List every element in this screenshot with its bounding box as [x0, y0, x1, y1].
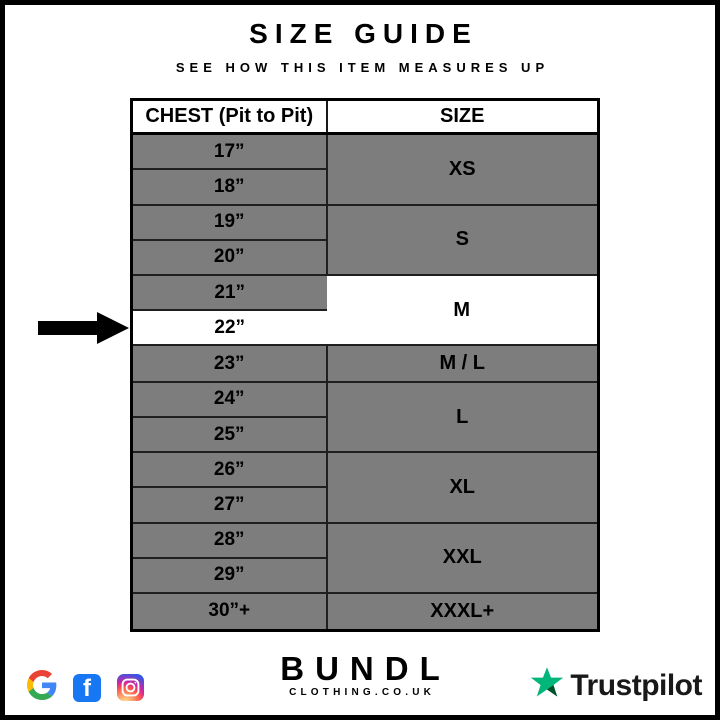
table-header-row — [132, 100, 599, 134]
measurement-cell-23: 23” — [132, 345, 327, 382]
measurement-cell-26: 26” — [132, 452, 327, 487]
measurement-cell-29: 29” — [132, 558, 327, 593]
column-header-chest: CHEST (Pit to Pit) — [132, 100, 327, 134]
measurement-cell-25: 25” — [132, 417, 327, 452]
measurement-cell-19: 19” — [132, 205, 327, 240]
measurement-cell-22-highlighted: 22” — [132, 310, 327, 345]
size-cell-xs: XS — [327, 134, 599, 205]
table-row — [132, 205, 599, 240]
size-cell-xxxl: XXXL+ — [327, 593, 599, 631]
column-header-size: SIZE — [327, 100, 599, 134]
table-row — [132, 345, 599, 382]
measurement-cell-20: 20” — [132, 240, 327, 275]
size-cell-xl: XL — [327, 452, 599, 522]
table-row — [132, 134, 599, 170]
measurement-cell-18: 18” — [132, 169, 327, 204]
brand-domain: CLOTHING.CO.UK — [289, 687, 436, 698]
table-row — [132, 523, 599, 558]
page-title: SIZE GUIDE — [249, 18, 478, 49]
size-guide-table — [130, 98, 600, 632]
measurement-cell-27: 27” — [132, 487, 327, 522]
brand-name: BUNDL — [280, 650, 451, 687]
size-cell-l: L — [327, 382, 599, 452]
measurement-cell-28: 28” — [132, 523, 327, 558]
measurement-cell-17: 17” — [132, 134, 327, 170]
table-row — [132, 452, 599, 487]
trustpilot-label: Trustpilot — [570, 668, 702, 702]
facebook-icon: f — [73, 674, 101, 702]
table-row — [132, 593, 599, 631]
table-row — [132, 275, 599, 310]
trustpilot-logo — [529, 665, 702, 706]
trustpilot-star-icon — [529, 665, 565, 706]
size-cell-xxl: XXL — [327, 523, 599, 593]
page-subtitle: SEE HOW THIS ITEM MEASURES UP — [175, 60, 550, 75]
measurement-cell-24: 24” — [132, 382, 327, 417]
measurement-cell-21: 21” — [132, 275, 327, 310]
table-row — [132, 382, 599, 417]
size-cell-s: S — [327, 205, 599, 275]
measurement-cell-30plus: 30”+ — [132, 593, 327, 631]
right-arrow-icon — [38, 309, 130, 347]
size-cell-m-highlighted: M — [327, 275, 599, 345]
size-cell-m-l: M / L — [327, 345, 599, 382]
